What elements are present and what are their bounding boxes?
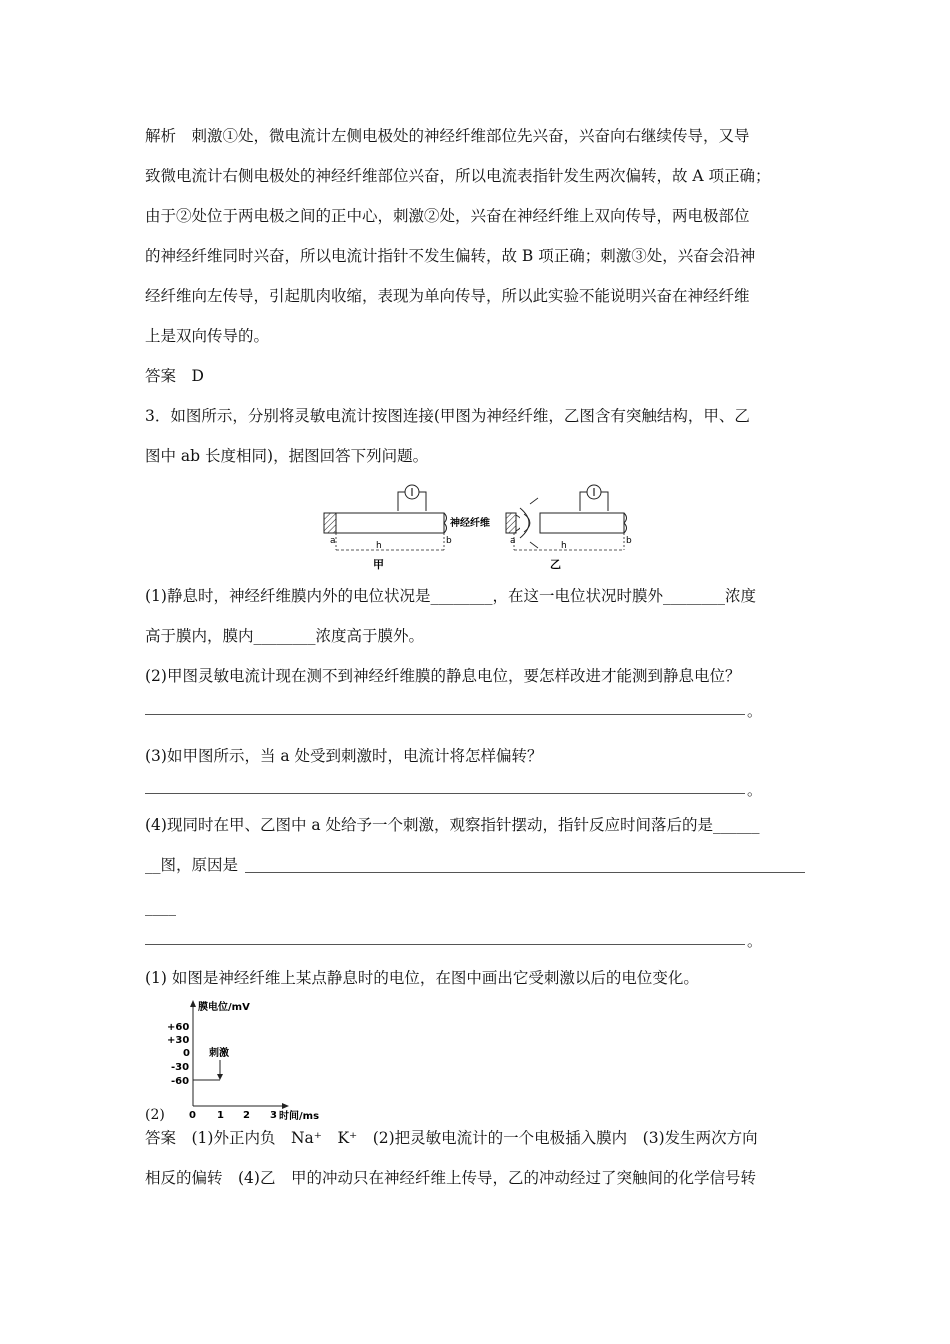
y-axis-label: 膜电位/mV (198, 1002, 250, 1013)
label-nerve-fiber: 神经纤维 (450, 518, 490, 529)
sub5-line: (1) 如图是神经纤维上某点静息时的电位，在图中画出它受刺激以后的电位变化。 (145, 969, 699, 987)
sub2-line: (2)甲图灵敏电流计现在测不到神经纤维膜的静息电位，要怎样改进才能测到静息电位？ (145, 667, 741, 685)
figure-jia (324, 485, 452, 571)
period-3: 。 (747, 781, 763, 799)
nerve-fiber-figure (318, 480, 638, 572)
sub4-line-2: __图，原因是 (145, 856, 239, 874)
x-axis-label: 时间/ms (279, 1111, 320, 1122)
caption-jia: 甲 (373, 558, 384, 571)
y-tick-0: 0 (183, 1048, 190, 1059)
y-tick-p60: +60 (167, 1022, 190, 1033)
period-2: 。 (747, 702, 763, 720)
analysis-line-6: 上是双向传导的。 (145, 327, 270, 345)
membrane-potential-chart (165, 998, 335, 1122)
analysis-line-4: 的神经纤维同时兴奋，所以电流计指针不发生偏转，故 B 项正确；刺激③处，兴奋会沿神 (145, 247, 756, 265)
stimulus-label: 刺激 (209, 1048, 229, 1059)
label-b-jia: b (446, 536, 452, 546)
analysis-line-3: 由于②处位于两电极之间的正中心，刺激②处，兴奋在神经纤维上双向传导，两电极部位 (145, 207, 750, 225)
label-a-jia: a (330, 536, 336, 546)
x-tick-0: 0 (189, 1110, 196, 1121)
y-tick-m60: -60 (171, 1076, 190, 1087)
answer-blank-3 (145, 793, 745, 794)
analysis-line-1: 解析 刺激①处，微电流计左侧电极处的神经纤维部位先兴奋，兴奋向右继续传导，又导 (145, 127, 750, 145)
sub1-line-2: 高于膜内，膜内________浓度高于膜外。 (145, 627, 425, 645)
caption-yi: 乙 (550, 558, 561, 571)
answer-blank-2 (145, 714, 745, 715)
x-tick-1: 1 (217, 1110, 224, 1121)
question-3-line-2: 图中 ab 长度相同)，据图回答下列问题。 (145, 447, 429, 465)
sub1-line-1: (1)静息时，神经纤维膜内外的电位状况是________，在这一电位状况时膜外________浓度 (145, 587, 756, 605)
answer-blank-4a (245, 872, 805, 873)
analysis-line-5: 经纤维向左传导，引起肌肉收缩，表现为单向传导，所以此实验不能说明兴奋在神经纤维 (145, 287, 750, 305)
label-a-yi: a (510, 536, 516, 546)
figure-yi (506, 485, 632, 571)
sub5-number: (2) (145, 1107, 165, 1123)
sub3-line: (3)如甲图所示，当 a 处受到刺激时，电流计将怎样偏转？ (145, 747, 543, 765)
sub4-line-1: (4)现同时在甲、乙图中 a 处给予一个刺激，观察指针摆动，指针反应时间落后的是______ (145, 816, 760, 834)
label-b-yi: b (626, 536, 632, 546)
answer-1: 答案 D (145, 367, 204, 385)
y-tick-p30: +30 (167, 1035, 190, 1046)
label-h-jia: h (376, 541, 382, 551)
answer-2-line-1: 答案 (1)外正内负 Na⁺ K⁺ (2)把灵敏电流计的一个电极插入膜内 (3)发生两次方向 (145, 1129, 758, 1147)
x-tick-3: 3 (270, 1110, 277, 1121)
answer-2-line-2: 相反的偏转 (4)乙 甲的冲动只在神经纤维上传导，乙的冲动经过了突触间的化学信号转 (145, 1169, 756, 1187)
label-h-yi: h (561, 541, 567, 551)
answer-blank-4b (145, 944, 745, 945)
y-tick-m30: -30 (171, 1062, 190, 1073)
analysis-line-2: 致微电流计右侧电极处的神经纤维部位兴奋，所以电流表指针发生两次偏转，故 A 项正确； (145, 167, 771, 185)
question-3-line-1: 3．如图所示，分别将灵敏电流计按图连接(甲图为神经纤维，乙图含有突触结构，甲、乙 (145, 407, 750, 425)
period-4: 。 (747, 932, 763, 950)
sub4-line-3: ____ (145, 898, 176, 916)
x-tick-2: 2 (243, 1110, 250, 1121)
